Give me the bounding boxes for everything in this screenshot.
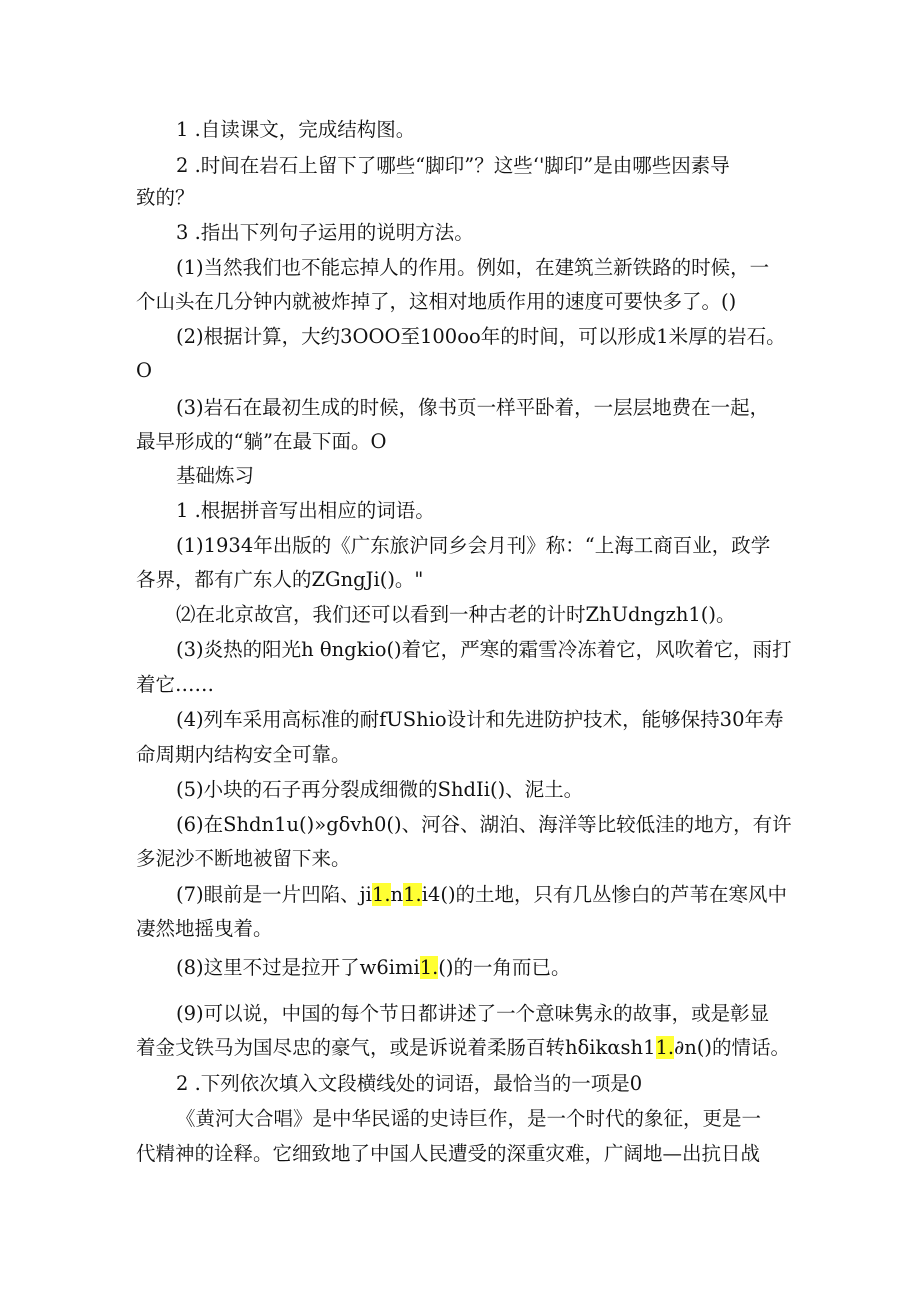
practice-item-7-text-mid: n [390, 883, 404, 906]
practice-item-7-line-1 [176, 882, 787, 908]
practice-item-8 [176, 955, 571, 981]
section-heading-basic-practice: 基础炼习 [176, 464, 255, 487]
practice-item-8-text-end: ()的一角而已。 [438, 956, 571, 979]
practice-item-4-line-1: (4)列车采用高标准的耐fUShio设计和先进防护技术，能够保持30年寿 [176, 708, 784, 731]
sentence-3-line-1: (3)岩石在最初生成的时候，像书页一样平卧着，一层层地费在一起， [176, 396, 770, 419]
sentence-3-line-2: 最早形成的“躺”在最下面。O [136, 430, 387, 453]
practice-item-8-text-start: (8)这里不过是拉开了w6imi [176, 956, 420, 979]
sentence-1-line-2: 个山头在几分钟内就被炸掉了，这相对地质作用的速度可要快多了。() [136, 290, 737, 313]
practice-item-9-text-end: ∂n()的情话。 [674, 1036, 790, 1059]
question-3-explain-methods: 3 .指出下列句子运用的说明方法。 [176, 221, 474, 244]
practice-item-9-line-1: (9)可以说，中国的每个节日都讲述了一个意味隽永的故事，或是彰显 [176, 1002, 770, 1025]
sentence-2-line-2: O [136, 359, 152, 382]
practice-item-6-line-1: (6)在Shdn1u()»gδvh0()、河谷、湖泊、海洋等比较低洼的地方，有许 [176, 813, 792, 836]
question-1-read-text: 1 .自读课文，完成结构图。 [176, 118, 416, 141]
practice-item-2: ⑵在北京故宫，我们还可以看到一种古老的计时ZhUdngzh1()。 [176, 603, 736, 626]
practice-item-1-line-2: 各界，都有广东人的ZGngJi()。" [136, 568, 424, 591]
practice-item-7-line-2: 凄然地摇曳着。 [136, 917, 273, 940]
practice-item-6-line-2: 多泥沙不断地被留下来。 [136, 847, 351, 870]
practice-item-3-line-1: (3)炎热的阳光h θngkio()着它，严寒的霜雪冷冻着它，风吹着它，雨打 [176, 638, 792, 661]
practice-item-7-text-end: i4()的土地，只有几丛惨白的芦苇在寒风中 [421, 883, 788, 906]
practice-item-3-line-2: 着它…… [136, 673, 215, 696]
practice-question-2: 2 .下列依次填入文段横线处的词语，最恰当的一项是0 [176, 1072, 643, 1095]
practice-item-1-line-1: (1)1934年出版的《广东旅沪同乡会月刊》称：“上海工商百业，政学 [176, 534, 771, 557]
practice-item-4-line-2: 命周期内结构安全可靠。 [136, 743, 351, 766]
highlight-mark: 1. [371, 883, 391, 906]
passage-line-2: 代精神的诠释。它细致地了中国人民遭受的深重灾难，广阔地—出抗日战 [136, 1142, 761, 1165]
practice-item-7-text-start: (7)眼前是一片凹陷、ji [176, 883, 372, 906]
sentence-2-line-1: (2)根据计算，大约3OOO至100oo年的时间，可以形成1米厚的岩石。 [176, 325, 786, 348]
highlight-mark: 1. [419, 956, 439, 979]
practice-item-5: (5)小块的石子再分裂成细微的ShdIi()、泥土。 [176, 778, 584, 801]
practice-item-9-text-start: 着金戈铁马为国尽忠的豪气，或是诉说着柔肠百转hδikαsh1 [136, 1036, 656, 1059]
practice-question-1: 1 .根据拼音写出相应的词语。 [176, 499, 435, 522]
highlight-mark: 1. [655, 1036, 675, 1059]
highlight-mark: 1. [403, 883, 422, 906]
passage-line-1: 《黄河大合唱》是中华民谣的史诗巨作，是一个时代的象征，更是一 [176, 1107, 762, 1130]
question-2-line-2: 致的？ [136, 186, 195, 209]
sentence-1-line-1: (1)当然我们也不能忘掉人的作用。例如，在建筑兰新铁路的时候，一 [176, 256, 770, 279]
practice-item-9-line-2 [136, 1035, 790, 1061]
question-2-line-1: 2 .时间在岩石上留下了哪些“脚印”？这些‘'脚印”是由哪些因素导 [176, 154, 730, 177]
